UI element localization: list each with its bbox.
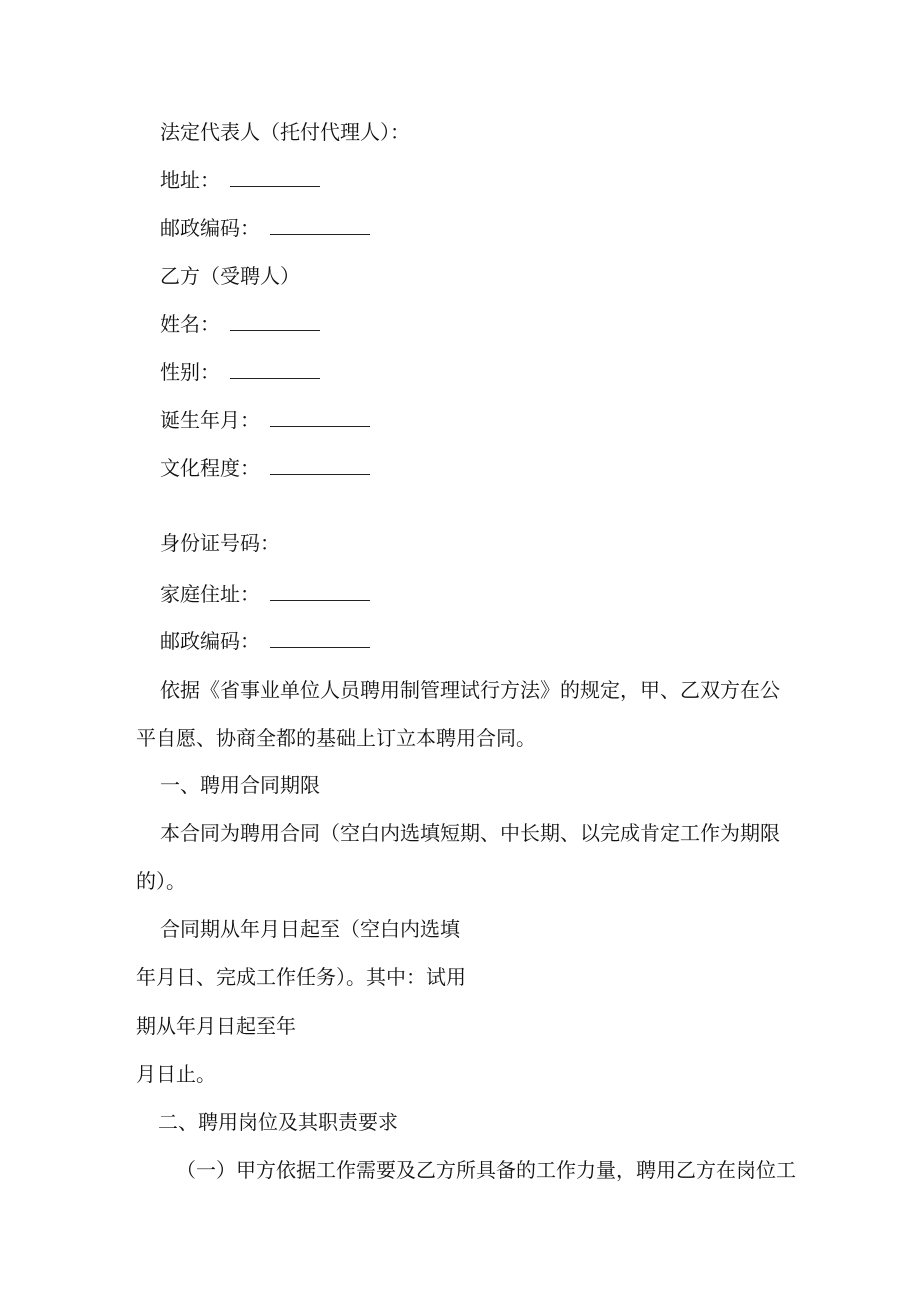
postal-code-field-b bbox=[160, 627, 370, 655]
intro-line-1: 依据《省事业单位人员聘用制管理试行方法》的规定，甲、乙双方在公 bbox=[160, 678, 780, 702]
gender-label: 性别： bbox=[160, 360, 220, 384]
birth-field bbox=[160, 406, 370, 434]
legal-rep-label: 法定代表人（托付代理人）： bbox=[160, 120, 410, 144]
education-blank bbox=[270, 456, 370, 475]
postal-code-label-b: 邮政编码： bbox=[160, 629, 260, 653]
name-blank bbox=[230, 312, 320, 331]
section-1-para-2-line-2: 年月日、完成工作任务）。其中：试用 bbox=[136, 965, 466, 989]
postal-code-blank-a bbox=[270, 216, 370, 235]
home-address-label: 家庭住址： bbox=[160, 582, 260, 606]
home-address-field bbox=[160, 580, 370, 608]
gender-blank bbox=[230, 360, 320, 379]
education-field bbox=[160, 454, 370, 482]
address-blank bbox=[230, 168, 320, 187]
intro-line-2: 平自愿、协商全都的基础上订立本聘用合同。 bbox=[136, 726, 536, 750]
section-1-para-1-line-1: 本合同为聘用合同（空白内选填短期、中长期、以完成肯定工作为期限 bbox=[160, 821, 780, 845]
postal-code-label-a: 邮政编码： bbox=[160, 216, 260, 240]
birth-blank bbox=[270, 408, 370, 427]
name-label: 姓名： bbox=[160, 312, 220, 336]
postal-code-field-a bbox=[160, 214, 370, 242]
section-1-para-2-line-1: 合同期从年月日起至（空白内选填 bbox=[160, 917, 460, 941]
id-number-label: 身份证号码： bbox=[160, 531, 280, 555]
party-b-heading: 乙方（受聘人） bbox=[160, 264, 300, 288]
section-2-heading: 二、聘用岗位及其职责要求 bbox=[158, 1110, 398, 1134]
gender-field bbox=[160, 358, 320, 386]
section-1-para-2-line-3: 期从年月日起至年 bbox=[136, 1014, 296, 1038]
education-label: 文化程度： bbox=[160, 456, 260, 480]
address-label: 地址： bbox=[160, 168, 220, 192]
section-1-para-1-line-2: 的）。 bbox=[136, 869, 186, 893]
address-field bbox=[160, 166, 320, 194]
birth-label: 诞生年月： bbox=[160, 408, 260, 432]
section-1-heading: 一、聘用合同期限 bbox=[160, 773, 320, 797]
home-address-blank bbox=[270, 582, 370, 601]
section-2-para-1-line-1: （一）甲方依据工作需要及乙方所具备的工作力量，聘用乙方在岗位工 bbox=[176, 1158, 796, 1182]
section-1-para-2-line-4: 月日止。 bbox=[136, 1062, 216, 1086]
postal-code-blank-b bbox=[270, 629, 370, 648]
name-field bbox=[160, 310, 320, 338]
